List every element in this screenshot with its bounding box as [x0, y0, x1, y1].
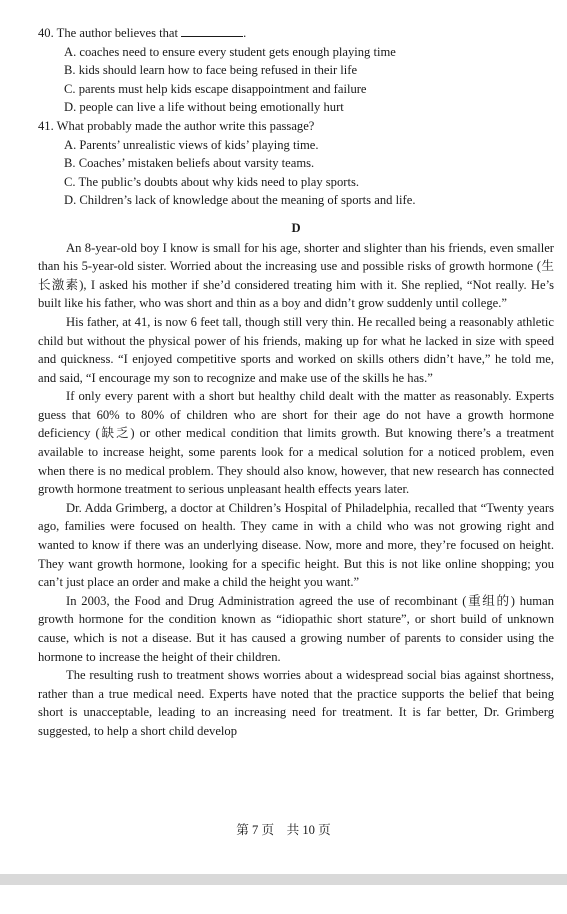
- question-40-stem-start: 40. The author believes that: [38, 26, 182, 40]
- page-content: [38, 24, 554, 741]
- page-number: 第 7 页 共 10 页: [236, 823, 331, 837]
- passage-paragraph-5: In 2003, the Food and Drug Administration agreed the use of recombinant (重组的) human growth hormone for the condition known as “idiopathic short stature”, or short build of unknown cause, which is not a disease. But it has caused a growing number of parents to consider using the hormone to increase the height of their children.: [38, 593, 554, 664]
- passage-paragraph-2: His father, at 41, is now 6 feet tall, though still very thin. He recalled being a reasonably athletic child but without the physical power of his friends, making up for what he lacked in size with speed and quickness. “I enjoyed competitive sports and worked on skills others didn’t have,” he told me, and said, “I encourage my son to recognize and make use of the skills he has.”: [38, 314, 554, 385]
- option-40b: B. kids should learn how to face being refused in their life: [64, 63, 358, 78]
- option-41d: D. Children’s lack of knowledge about the meaning of sports and life.: [64, 193, 416, 208]
- passage-paragraph-6: The resulting rush to treatment shows worries about a widespread social bias against shortness, rather than a true medical need. Experts have noted that the practice supports the belief that being short is unacceptable, leading to an increasing need for treatment. It is far better, Dr. Grimberg suggested, to help a short child develop: [38, 668, 554, 738]
- option-40a: A. coaches need to ensure every student gets enough playing time: [64, 44, 396, 59]
- answer-blank: [181, 25, 243, 37]
- option-41b: B. Coaches’ mistaken beliefs about varsity teams.: [64, 156, 315, 171]
- option-41a: A. Parents’ unrealistic views of kids’ playing time.: [64, 137, 319, 152]
- option-41c: C. The public’s doubts about why kids need to play sports.: [64, 174, 359, 189]
- section-title: D: [291, 220, 301, 235]
- question-41-stem: 41. What probably made the author write this passage?: [38, 118, 315, 133]
- passage-paragraph-1: An 8-year-old boy I know is small for his age, shorter and slighter than his friends, even smaller than his 5-year-old sister. Worried about the increasing use and possible risks of growth hormone (生长激素), I asked his mother if she’d considered treating him with it. She replied, “Not really. He’s built like his father, who was short and thin as a boy and didn’t grow suddenly until college.”: [38, 240, 554, 311]
- option-40c: C. parents must help kids escape disappointment and failure: [64, 81, 367, 96]
- passage-paragraph-4: Dr. Adda Grimberg, a doctor at Children’s Hospital of Philadelphia, recalled that “Twenty years ago, families were focused on health. They came in with a child who was not growing right and wanted to know if there was an underlying disease. Now, more and more, they’re focused on height. They want growth hormone, looking for a specific height. But this is not like online shopping; you can’t just place an order and make a child the height you want.”: [38, 500, 554, 590]
- passage-paragraph-3: If only every parent with a short but healthy child dealt with the matter as reasonably. Experts guess that 60% to 80% of children who are short for their age do not have a growth hormone deficiency (缺乏) or other medical condition that limits growth. But knowing there’s a treatment available to increase height, some parents look for a medical solution for a noticed problem, even when there is no medical problem. They should also know, however, that new research has connected growth hormone treatment to serious unpleasant health effects years later.: [38, 389, 554, 497]
- question-40: [38, 24, 554, 43]
- page-separator: [0, 874, 567, 885]
- question-40-stem-end: .: [243, 26, 247, 40]
- option-40d: D. people can live a life without being emotionally hurt: [64, 100, 344, 115]
